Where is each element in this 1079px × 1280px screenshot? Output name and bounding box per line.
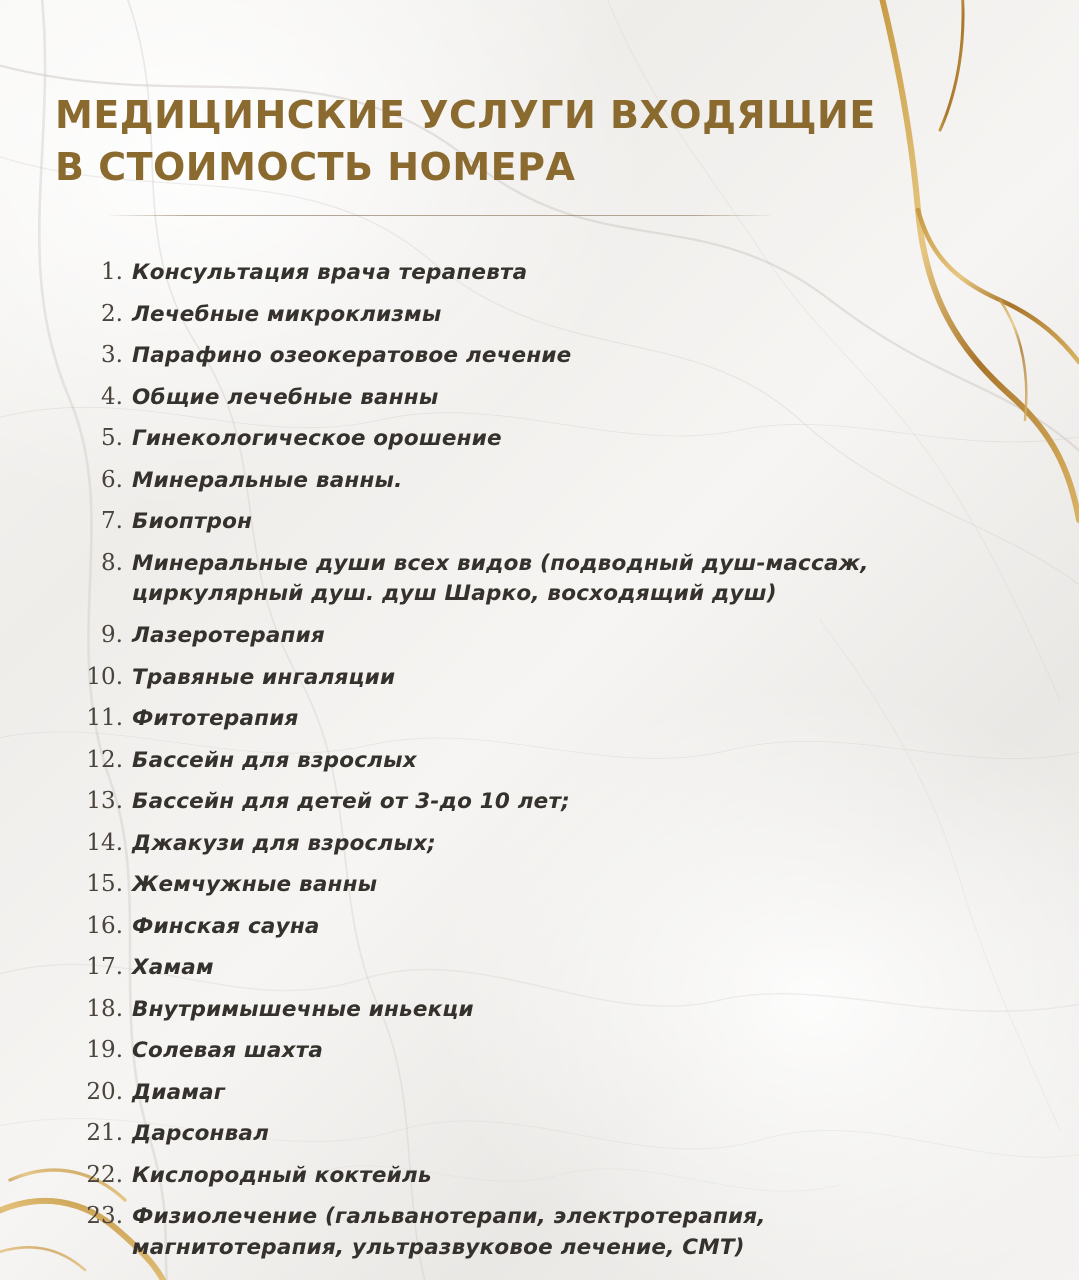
list-item-label: Лечебные микроклизмы (132, 301, 442, 327)
list-item-label: Лазеротерапия (132, 622, 325, 648)
list-item-label: Минеральные ванны. (132, 467, 403, 493)
list-item-number: 3. (101, 342, 123, 369)
list-item (55, 1078, 1019, 1109)
list-item-number: 8. (101, 549, 123, 576)
list-item-number: 5. (101, 425, 123, 452)
list-item-label: Парафино озеокератовое лечение (132, 343, 572, 369)
list-item (55, 704, 1019, 735)
list-item-label: Джакузи для взрослых; (132, 830, 436, 856)
title-divider (110, 215, 770, 216)
list-item-number: 12. (86, 746, 123, 773)
list-item-label: Минеральные души всех видов (подводный душ-массаж, циркулярный душ. душ Шарко, восходящий душ) (132, 550, 869, 607)
list-item (55, 1161, 1019, 1192)
list-item-label: Дарсонвал (132, 1121, 270, 1147)
list-item-number: 10. (86, 663, 123, 690)
list-item-number: 19. (86, 1037, 123, 1064)
title-line-2: В СТОИМОСТЬ НОМЕРА (55, 144, 576, 189)
list-item (55, 549, 1019, 610)
list-item-number: 6. (101, 466, 123, 493)
title-line-1: МЕДИЦИНСКИЕ УСЛУГИ ВХОДЯЩИЕ (55, 93, 876, 137)
list-item-number: 17. (86, 954, 123, 981)
list-item-label: Хамам (132, 955, 214, 981)
list-item (55, 746, 1019, 777)
list-item-label: Бассейн для взрослых (132, 747, 417, 773)
list-item (55, 621, 1019, 652)
list-item-label: Жемчужные ванны (132, 872, 378, 898)
list-item-number: 13. (86, 788, 123, 815)
list-item-label: Внутримышечные иньекци (132, 996, 474, 1022)
list-item (55, 870, 1019, 901)
services-list (55, 258, 1019, 1263)
list-item-label: Бассейн для детей от 3-до 10 лет; (132, 789, 570, 815)
list-item-number: 15. (86, 871, 123, 898)
list-item-label: Солевая шахта (132, 1038, 324, 1064)
list-item-number: 22. (86, 1161, 123, 1188)
page-title (55, 90, 915, 193)
list-item (55, 507, 1019, 538)
list-item-label: Финская сауна (132, 913, 320, 939)
list-item-label: Общие лечебные ванны (132, 384, 439, 410)
list-item-number: 23. (86, 1203, 123, 1230)
list-item-label: Травяные ингаляции (132, 664, 396, 690)
list-item (55, 912, 1019, 943)
list-item (55, 995, 1019, 1026)
list-item-label: Гинекологическое орошение (132, 426, 502, 452)
list-item-number: 20. (86, 1078, 123, 1105)
list-item (55, 1119, 1019, 1150)
list-item-number: 11. (86, 705, 123, 732)
list-item-label: Физиолечение (гальванотерапи, электротерапия, магнитотерапия, ультразвуковое лечение, СМТ) (132, 1204, 766, 1260)
list-item-label: Кислородный коктейль (132, 1162, 432, 1188)
list-item (55, 466, 1019, 497)
list-item (55, 258, 1019, 289)
list-item-label: Консультация врача терапевта (132, 260, 528, 286)
list-item (55, 1036, 1019, 1067)
list-item-number: 16. (86, 912, 123, 939)
list-item (55, 383, 1019, 414)
list-item-number: 14. (86, 829, 123, 856)
list-item (55, 829, 1019, 860)
list-item-label: Биоптрон (132, 509, 253, 535)
list-item (55, 300, 1019, 331)
list-item-number: 9. (101, 621, 123, 648)
list-item-number: 7. (101, 508, 123, 535)
list-item-number: 2. (101, 300, 123, 327)
list-item-label: Фитотерапия (132, 706, 299, 732)
list-item (55, 953, 1019, 984)
list-item (55, 341, 1019, 372)
list-item (55, 787, 1019, 818)
list-item-number: 18. (86, 995, 123, 1022)
list-item (55, 663, 1019, 694)
list-item (55, 1202, 1019, 1263)
list-item-label: Диамаг (132, 1079, 226, 1105)
list-item-number: 1. (101, 259, 123, 286)
list-item-number: 21. (86, 1120, 123, 1147)
list-item-number: 4. (101, 383, 123, 410)
list-item (55, 424, 1019, 455)
